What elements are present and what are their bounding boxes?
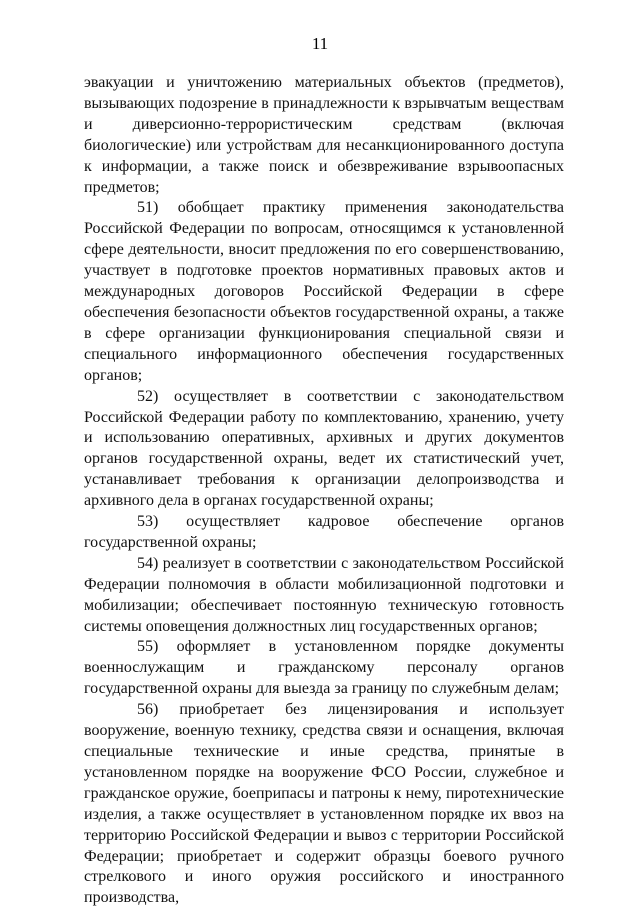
paragraph-item-54: 54) реализует в соответствии с законодательством Российской Федерации полномочия в области мобилизационной подготовки и мобилизации; обеспечивает постоянную техническую готовность системы оповещения должностных лиц государственных органов; xyxy=(84,554,564,635)
paragraph-item-55: 55) оформляет в установленном порядке документы военнослужащим и гражданскому персоналу органов государственной охраны для выезда за границу по служебным делам; xyxy=(84,638,564,698)
paragraph-item-53: 53) осуществляет кадровое обеспечение органов государственной охраны; xyxy=(84,513,564,551)
document-body xyxy=(84,73,564,909)
page-number: 11 xyxy=(311,34,329,53)
paragraph-item-52: 52) осуществляет в соответствии с законодательством Российской Федерации работу по комплектованию, хранению, учету и использованию оперативных, архивных и других документов органов государственной охраны, ведет их статистический учет, устанавливает требования к организации делопроизводства и архивного дела в органах государственной охраны; xyxy=(84,387,564,510)
paragraph-item-56: 56) приобретает без лицензирования и использует вооружение, военную технику, средства связи и оснащения, включая специальные технические и иные средства, принятые в установленном порядке на вооружение ФСО России, служебное и гражданское оружие, боеприпасы и патроны к нему, пиротехнические изделия, а также осуществляет в установленном порядке их ввоз на территорию Российской Федерации и вывоз с территории Российской Федерации; приобретает и содержит образцы боевого ручного стрелкового и иного оружия российского и иностранного производства, xyxy=(84,701,564,907)
paragraph-continuation: эвакуации и уничтожению материальных объектов (предметов), вызывающих подозрение в принадлежности к взрывчатым веществам и диверсионно-террористическим средствам (включая биологические) или устройствам для несанкционированного доступа к информации, а также поиск и обезвреживание взрывоопасных предметов; xyxy=(84,74,564,196)
paragraph-item-51: 51) обобщает практику применения законодательства Российской Федерации по вопросам, относящимся к установленной сфере деятельности, вносит предложения по его совершенствованию, участвует в подготовке проектов нормативных правовых актов и международных договоров Российской Федерации в сфере обеспечения безопасности объектов государственной охраны, а также в сфере организации функционирования специальной связи и специального информационного обеспечения государственных органов; xyxy=(84,199,564,384)
